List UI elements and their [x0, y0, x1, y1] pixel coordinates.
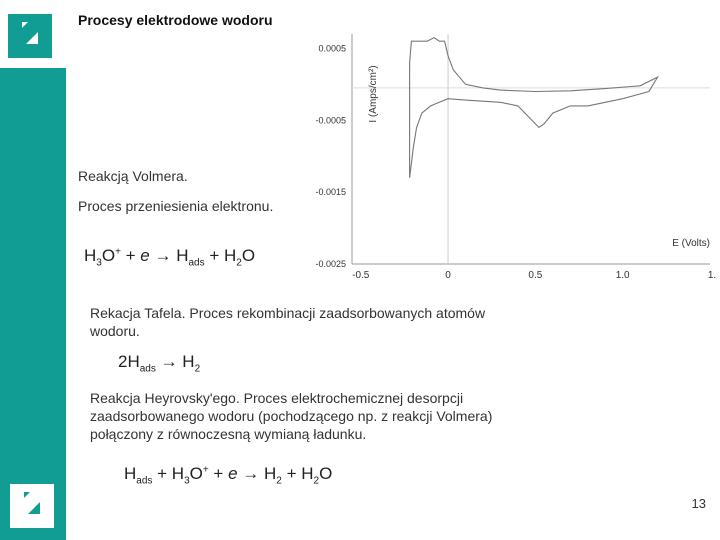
tafel-equation: $2H_{ads} \to H_2$	[118, 352, 201, 375]
x-axis-label: E (Volts)	[672, 238, 710, 249]
x-tick-label: 0	[445, 270, 451, 281]
tafel-text-line1: Rekacja Tafela. Proces rekombinacji zaadsorbowanych atomów	[90, 305, 486, 321]
volmer-equation: $H_3O^+ + e \to H_{ads} + H_2O$	[84, 246, 256, 269]
top-logo-area	[0, 0, 66, 68]
heyrovsky-line2: zaadsorbowanego wodoru (pochodzącego np. z reakcji Volmera)	[90, 408, 493, 424]
y-tick-label: -0.0015	[315, 187, 346, 198]
x-tick-label: 1.	[707, 270, 717, 281]
voltammogram-chart	[300, 28, 720, 284]
arrow-logo-bottom-icon	[8, 478, 58, 530]
x-tick-label: -0.5	[352, 270, 370, 281]
x-tick-label: 1.0	[615, 270, 630, 281]
slide-title: Procesy elektrodowe wodoru	[78, 12, 273, 28]
sidebar-bar	[0, 68, 66, 540]
volmer-description: Proces przeniesienia elektronu.	[78, 198, 274, 214]
heyrovsky-line3: połączony z równoczesną wymianą ładunku.	[90, 426, 367, 442]
y-axis-label: I (Amps/cm²)	[368, 65, 379, 123]
heyrovsky-line1: Reakcja Heyrovsky'ego. Proces elektrochemicznej desorpcji	[90, 390, 464, 406]
x-tick-label: 0.5	[528, 270, 543, 281]
sidebar	[0, 0, 66, 540]
y-tick-label: -0.0025	[315, 259, 346, 269]
page-number: 13	[691, 496, 706, 511]
cv-curve	[410, 38, 658, 178]
y-tick-label: 0.0005	[318, 43, 346, 54]
volmer-heading: Reakcją Volmera.	[78, 168, 188, 184]
tafel-text-line2: wodoru.	[90, 323, 140, 339]
arrow-logo-icon	[6, 8, 56, 60]
y-tick-label: -0.0005	[315, 115, 346, 126]
heyrovsky-equation: $H_{ads} + H_3O^+ + e \to H_2 + H_2O$	[124, 464, 333, 487]
